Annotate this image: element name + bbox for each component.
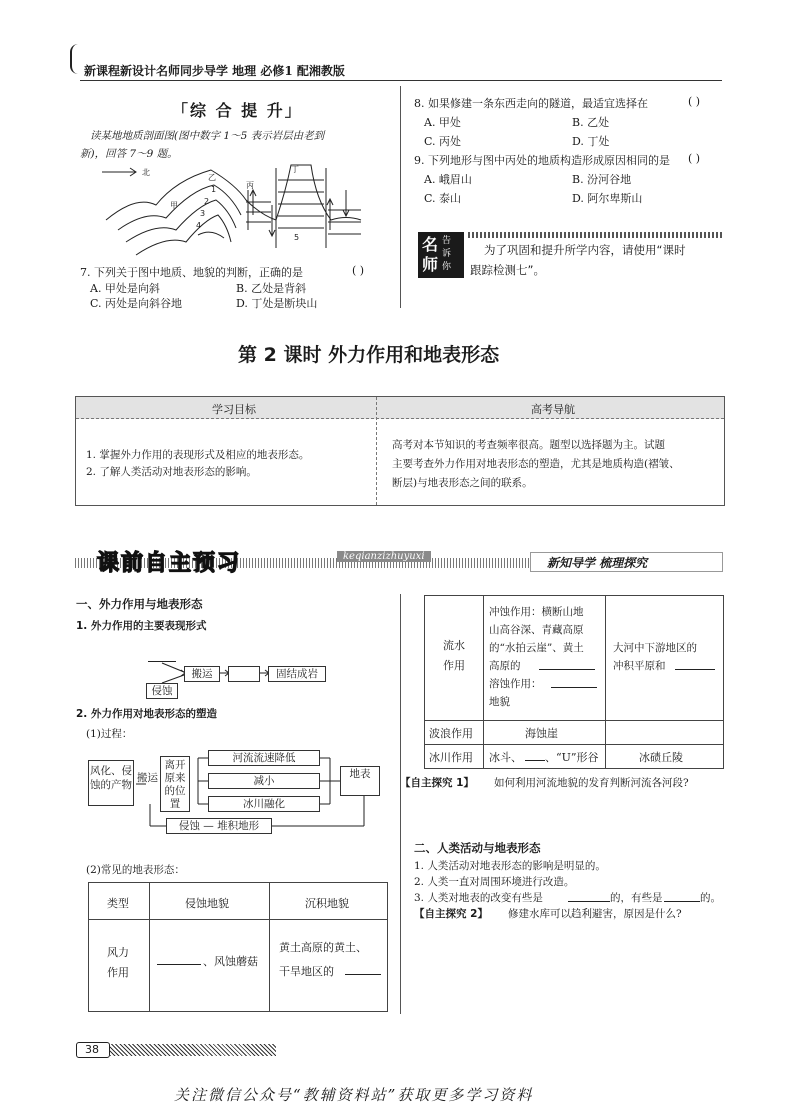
preview-banner-title: 课前自主预习 xyxy=(97,551,242,576)
label-bing: 丙 xyxy=(246,181,254,190)
rt-r1-deposit-2: 冲积平原和 xyxy=(613,660,666,672)
teacher-tip-badge xyxy=(418,232,464,278)
q8-paren: ( ) xyxy=(688,95,701,108)
lt-header-erosion: 侵蚀地貌 xyxy=(185,897,229,910)
goal-2: 2. 了解人类活动对地表形态的影响。 xyxy=(86,466,257,478)
rt-r1-erosion-5: 溶蚀作用： xyxy=(489,678,542,690)
q7-option-b[interactable]: B. 乙处是背斜 xyxy=(236,282,307,295)
q9-option-a[interactable]: A. 峨眉山 xyxy=(424,173,472,186)
column-separator-top xyxy=(400,86,401,308)
lt-hline xyxy=(89,919,387,920)
intro-line-1: 读某地地质剖面图(图中数字 1～5 表示岩层由老到 xyxy=(90,130,325,142)
rt-r1-blank-2[interactable] xyxy=(551,676,597,688)
header-rule xyxy=(80,80,722,81)
header-bracket xyxy=(70,44,78,74)
lt-row-type: 风力作用 xyxy=(107,946,129,979)
q9-paren: ( ) xyxy=(688,152,701,165)
layer-num-5: 5 xyxy=(294,233,300,242)
goals-table xyxy=(75,396,725,506)
geologic-section-diagram xyxy=(96,160,366,260)
nav-line-3: 断层)与地表形态之间的联系。 xyxy=(392,477,533,489)
lt-row-erosion: 、风蚀蘑菇 xyxy=(203,955,258,968)
section2-item-3b: 的，有些是 xyxy=(610,892,663,904)
explore1-tag: 【自主探究 1】 xyxy=(400,777,474,789)
section2-title: 二、人类活动与地表形态 xyxy=(414,841,541,855)
teacher-tip-text-2: 跟踪检测七”。 xyxy=(470,263,545,277)
nav-line-2: 主要考查外力作用对地表形态的塑造，尤其是地质构造(褶皱、 xyxy=(392,458,680,470)
rt-r3-deposit: 冰碛丘陵 xyxy=(639,751,683,764)
q8-stem: 8. 如果修建一条东西走向的隧道，最适宜选择在 xyxy=(414,97,648,110)
header-title: 新课程新设计名师同步导学 地理 必修1 配湘教版 xyxy=(84,64,345,78)
lt-vline-2 xyxy=(269,883,270,1011)
layer-num-4: 4 xyxy=(196,221,202,230)
flow2-reason-1: 河流流速降低 xyxy=(208,750,320,766)
rt-r3-erosion-a: 冰斗、 xyxy=(489,751,522,764)
teacher-tip-badge-small: 告诉你 xyxy=(442,236,452,272)
explore2-tag: 【自主探究 2】 xyxy=(414,908,488,920)
flow1-blank-box xyxy=(228,666,260,682)
lt-deposit-blank[interactable] xyxy=(345,963,381,975)
landform-table-right xyxy=(424,595,724,769)
flow1-erosion: 侵蚀 xyxy=(146,683,178,699)
rt-r1-blank-1[interactable] xyxy=(539,658,595,670)
rt-hline-1 xyxy=(425,720,723,721)
section2-item-2: 2. 人类一直对周围环境进行改造。 xyxy=(414,876,575,888)
nav-line-1: 高考对本节知识的考查频率很高。题型以选择题为主。试题 xyxy=(392,439,665,451)
section2-item-3c: 的。 xyxy=(700,892,721,904)
north-label: 北 xyxy=(142,168,150,177)
section2-item-3a: 3. 人类对地表的改变有些是 xyxy=(414,892,543,904)
teacher-tip-text-1: 为了巩固和提升所学内容，请使用“课时 xyxy=(484,243,686,257)
q7-paren: ( ) xyxy=(352,264,365,277)
rt-r2-type: 波浪作用 xyxy=(429,727,473,740)
section2-item-1: 1. 人类活动对地表形态的影响是明显的。 xyxy=(414,860,606,872)
goals-col-divider xyxy=(376,397,377,505)
lt-header-deposit: 沉积地貌 xyxy=(305,897,349,910)
q9-option-c[interactable]: C. 泰山 xyxy=(424,192,462,205)
q7-option-d[interactable]: D. 丁处是断块山 xyxy=(236,297,318,310)
page-number: 38 xyxy=(85,1043,99,1056)
lt-vline-1 xyxy=(149,883,150,1011)
footer-handwriting: 关注微信公众号“教辅资料站”获取更多学习资料 xyxy=(174,1086,534,1104)
lt-erosion-blank[interactable] xyxy=(157,953,201,965)
rt-r1-deposit-blank[interactable] xyxy=(675,658,715,670)
rt-r1-erosion-3: 的“水拍云崖”、黄土 xyxy=(489,642,584,654)
common-label: (2)常见的地表形态： xyxy=(86,864,185,876)
lt-header-type: 类型 xyxy=(107,897,129,910)
q8-option-c[interactable]: C. 丙处 xyxy=(424,135,462,148)
flow1-cement: 固结成岩 xyxy=(268,666,326,682)
rt-r3-blank[interactable] xyxy=(525,749,545,761)
flow2-transport: 搬运 xyxy=(137,772,158,784)
rt-hline-2 xyxy=(425,744,723,745)
flow1-transport: 搬运 xyxy=(184,666,220,682)
explore1-text: 如何利用河流地貌的发育判断河流各河段? xyxy=(494,777,689,789)
rt-r1-deposit-1: 大河中下游地区的 xyxy=(613,642,697,654)
explore2-text: 修建水库可以趋利避害，原因是什么? xyxy=(508,908,682,920)
column-separator-bottom xyxy=(400,594,401,1014)
rt-r1-erosion-1: 冲蚀作用：横断山地 xyxy=(489,606,584,618)
q7-option-c[interactable]: C. 丙处是向斜谷地 xyxy=(90,297,183,310)
flow2-source: 风化、侵蚀的产物 xyxy=(88,760,134,806)
lesson-title: 第 2 课时 外力作用和地表形态 xyxy=(238,344,500,366)
preview-banner-pinyin: keqianzizhuyuxi xyxy=(337,551,431,562)
goal-1: 1. 掌握外力作用的表现形式及相应的地表形态。 xyxy=(86,449,310,461)
rt-r2-erosion: 海蚀崖 xyxy=(525,727,558,740)
section1-sub2: 2. 外力作用对地表形态的塑造 xyxy=(76,708,217,720)
rt-r1-type: 流水作用 xyxy=(443,639,465,672)
lt-row-deposit-2: 干旱地区的 xyxy=(279,965,334,978)
q9-stem: 9. 下列地形与图中丙处的地质构造形成原因相同的是 xyxy=(414,154,670,167)
flow2-reason-2: 减小 xyxy=(208,773,320,789)
label-ding: 丁 xyxy=(291,165,299,174)
rt-vline-2 xyxy=(605,596,606,768)
q9-option-b[interactable]: B. 汾河谷地 xyxy=(572,173,632,186)
rt-r1-erosion-4: 高原的 xyxy=(489,660,521,672)
q8-option-b[interactable]: B. 乙处 xyxy=(572,116,610,129)
q8-option-d[interactable]: D. 丁处 xyxy=(572,135,610,148)
rt-r3-erosion-b: 、“U”形谷 xyxy=(545,751,599,764)
goals-header-row xyxy=(76,397,724,419)
lt-row-deposit-1: 黄土高原的黄土、 xyxy=(279,941,367,954)
rt-r3-type: 冰川作用 xyxy=(429,751,473,764)
q7-option-a[interactable]: A. 甲处是向斜 xyxy=(90,282,160,295)
q7-stem: 7. 下列关于图中地质、地貌的判断，正确的是 xyxy=(80,266,303,279)
page-number-bar xyxy=(76,1042,276,1058)
layer-num-2: 2 xyxy=(204,197,210,206)
goals-header-2: 高考导航 xyxy=(531,403,575,416)
section2-blank-2[interactable] xyxy=(664,890,700,902)
rt-r1-erosion-6: 地貌 xyxy=(489,696,510,708)
preview-banner-right-label: 新知导学 梳理探究 xyxy=(547,556,648,570)
flow2-surface: 地表 xyxy=(340,766,380,796)
preview-banner xyxy=(75,548,725,576)
teacher-tip-badge-big: 名师 xyxy=(421,235,438,274)
layer-num-3: 3 xyxy=(200,209,206,218)
intro-line-2: 新)，回答 7～9 题。 xyxy=(80,148,178,160)
label-yi: 乙 xyxy=(208,173,216,182)
process-label: (1)过程： xyxy=(86,728,133,740)
flow2-reason-3: 冰川融化 xyxy=(208,796,320,812)
landform-table-left xyxy=(88,882,388,1012)
flow2-leave: 离开原来的位置 xyxy=(160,756,190,812)
section2-blank-1[interactable] xyxy=(568,890,610,902)
q9-option-d[interactable]: D. 阿尔卑斯山 xyxy=(572,192,643,205)
label-jia: 甲 xyxy=(170,201,178,210)
teacher-tip-dots xyxy=(468,232,724,238)
flow2-bottom: 侵蚀 — 堆积地形 xyxy=(166,818,272,834)
rt-r1-erosion-2: 山高谷深、青藏高原 xyxy=(489,624,584,636)
layer-num-1: 1 xyxy=(211,185,217,194)
q8-option-a[interactable]: A. 甲处 xyxy=(424,116,461,129)
comprehensive-heading: 「综 合 提 升」 xyxy=(172,101,303,120)
section1-title: 一、外力作用与地表形态 xyxy=(76,597,203,611)
section1-sub1: 1. 外力作用的主要表现形式 xyxy=(76,620,207,632)
rt-vline-1 xyxy=(483,596,484,768)
page-number-hatch xyxy=(110,1044,276,1056)
goals-header-1: 学习目标 xyxy=(212,403,256,416)
